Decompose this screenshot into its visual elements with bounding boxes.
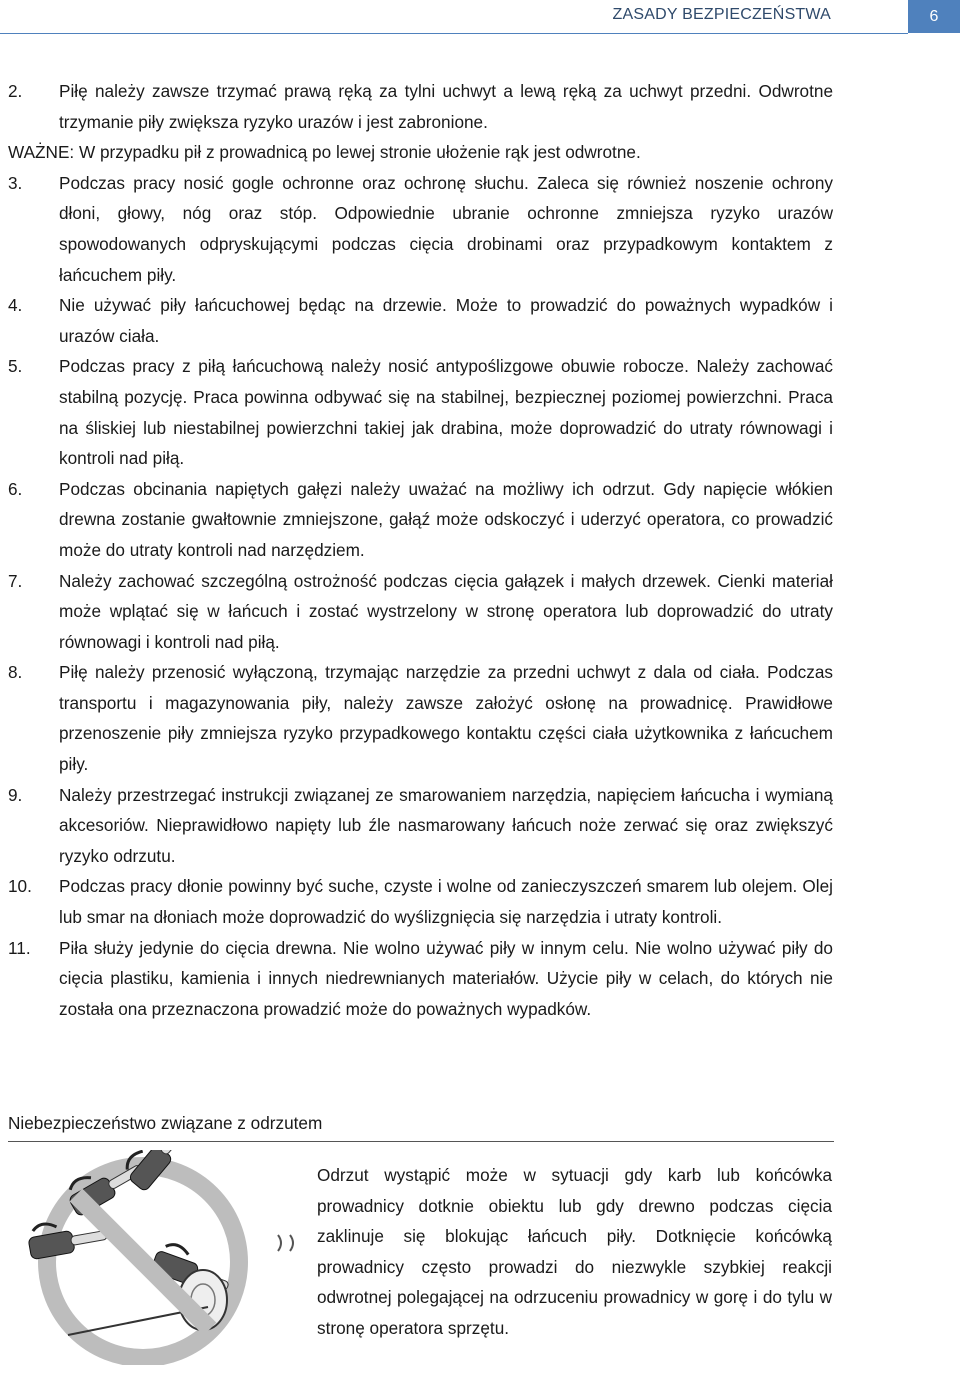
list-item <box>8 76 833 137</box>
item-text: Należy przestrzegać instrukcji związanej ze smarowaniem narzędzia, napięciem łańcucha i wymianą akcesoriów. Nieprawidłowo napięty lub źle nasmarowany łańcuch noże zerwać się oraz zwiększyć ryzyko odrzutu. <box>59 784 833 866</box>
item-number: 10. <box>8 876 32 897</box>
no-kickback-chainsaw-icon <box>8 1150 308 1365</box>
item-text: Podczas obcinania napiętych gałęzi należy uważać na możliwy ich odrzut. Gdy napięcie włókien drewna zostanie gwałtownie zmniejszone, gałąź może odskoczyć i uderzyć operatora, co prowadzić może do utraty kontroli nad narzędziem. <box>59 478 833 560</box>
item-number: 2. <box>8 81 23 101</box>
item-number: 3. <box>8 172 23 193</box>
list-item <box>8 290 833 351</box>
note-text: WAŻNE: W przypadku pił z prowadnicą po lewej stronie ułożenie rąk jest odwrotne. <box>8 142 641 163</box>
item-text: Piłę należy zawsze trzymać prawą ręką za tylni uchwyt a lewą ręką za uchwyt przedni. Odwrotne trzymanie piły zwiększa ryzyko urazów i jest zabronione. <box>59 81 833 132</box>
list-item <box>8 474 833 566</box>
safety-rules-list <box>8 76 833 1024</box>
item-number: 8. <box>8 662 23 683</box>
list-item <box>8 168 833 290</box>
item-number: 6. <box>8 478 23 499</box>
page-header <box>0 0 960 33</box>
list-item <box>8 871 833 932</box>
item-number: 9. <box>8 784 23 805</box>
item-text: Podczas pracy z piłą łańcuchową należy nosić antypoślizgowe obuwie robocze. Należy zachować stabilną pozycję. Praca powinna odbywać się na stabilnej, bezpiecznej poziomej powierzchni. Praca na śliskiej lub niestabilnej powierzchni takiej jak drabina, może doprowadzić do utraty równowagi i kontroli nad piłą. <box>59 356 833 469</box>
item-text: Nie używać piły łańcuchowej będąc na drzewie. Może to prowadzić do poważnych wypadków i urazów ciała. <box>59 295 833 346</box>
item-text: Piłę należy przenosić wyłączoną, trzymając narzędzie za przedni uchwyt z dala od ciała. Podczas transportu i magazynowania piły, należy zawsze założyć osłonę na prowadnicę. Prawidłowe przenoszenie piły zmniejsza ryzyko przypadkowego kontaktu części ciała użytkownika z łańcuchem piły. <box>59 662 833 775</box>
list-item <box>8 933 833 1025</box>
kickback-section-title: Niebezpieczeństwo związane z odrzutem <box>8 1113 323 1133</box>
list-item <box>8 780 833 872</box>
kickback-description: Odrzut wystąpić może w sytuacji gdy karb lub końcówka prowadnicy dotknie obiektu lub gdy drewno podczas cięcia zaklinuje się blokując łańcuch piły. Dotknięcie końcówką prowadnicy często prowadzi do niezwykle szybkiej reakcji odwrotnej polegającej na odrzuceniu prowadnicy w gorę i do tylu w stronę operatora sprzętu. <box>317 1165 832 1338</box>
important-note <box>8 137 833 168</box>
header-divider <box>0 33 908 34</box>
item-number: 7. <box>8 570 23 591</box>
list-item <box>8 566 833 658</box>
section-divider <box>8 1141 834 1142</box>
item-text: Podczas pracy nosić gogle ochronne oraz ochronę słuchu. Zaleca się również noszenie ochrony dłoni, głowy, nóg oraz stóp. Odpowiednie ubranie ochronne zmniejsza ryzyko urazów spowodowanych odpryskującymi podczas cięcia drobinami oraz przypadkowym kontaktem z łańcuchem piły. <box>59 172 833 285</box>
item-number: 5. <box>8 356 23 377</box>
page-number: 6 <box>908 0 960 33</box>
item-text: Należy zachować szczególną ostrożność podczas cięcia gałązek i małych drzewek. Cienki materiał może wplątać się w łańcuch i zostać wystrzelony w stronę operatora lub doprowadzić do utraty równowagi i kontroli nad piłą. <box>59 570 833 652</box>
item-number: 11. <box>8 937 31 958</box>
item-text: Podczas pracy dłonie powinny być suche, czyste i wolne od zanieczyszczeń smarem lub olejem. Olej lub smar na dłoniach może doprowadzić do wyślizgnięcia się narzędzia i utraty kontroli. <box>59 876 833 928</box>
list-item <box>8 351 833 473</box>
item-number: 4. <box>8 295 23 316</box>
item-text: Piła służy jedynie do cięcia drewna. Nie wolno używać piły w innym celu. Nie wolno używać piły do cięcia plastiku, kamienia i innych niedrewnianych materiałów. Użycie piły w celach, do których nie została ona przeznaczona prowadzić może do poważnych wypadków. <box>59 937 833 1019</box>
section-heading: ZASADY BEZPIECZEŃSTWA <box>612 6 831 23</box>
list-item <box>8 657 833 779</box>
